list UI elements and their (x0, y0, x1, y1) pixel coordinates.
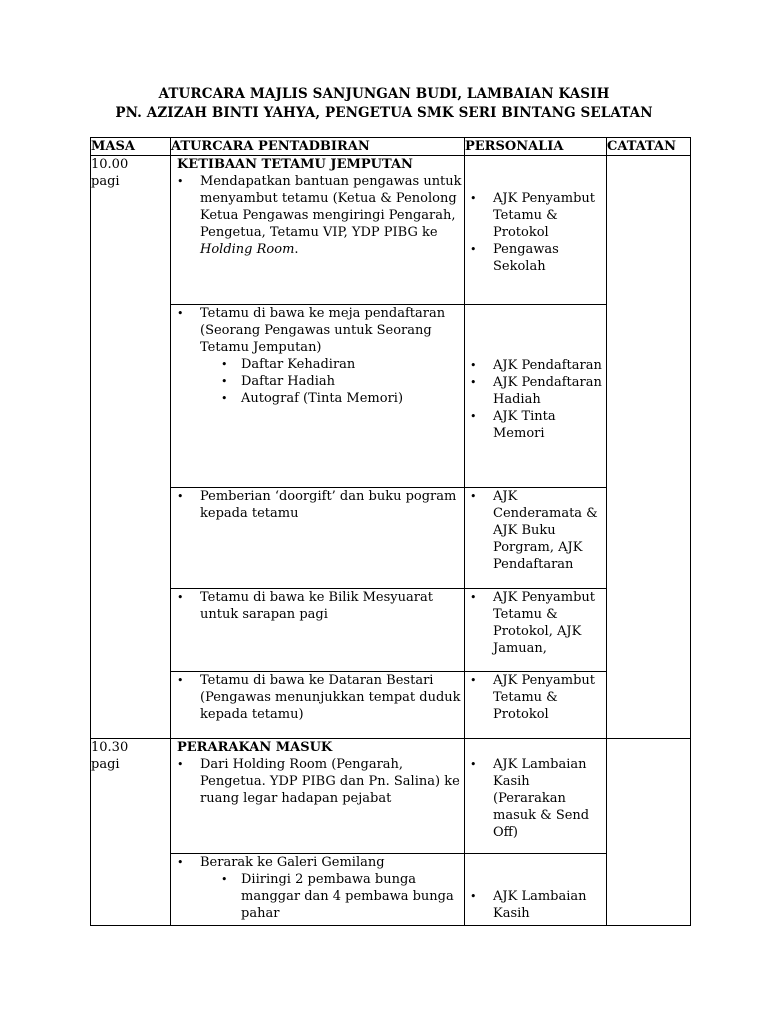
section-heading: PERARAKAN MASUK (177, 740, 333, 755)
section-heading: KETIBAAN TETAMU JEMPUTAN (177, 157, 413, 172)
masa-period: pagi (91, 174, 120, 189)
list-item: • Tetamu di bawa ke Dataran Bestari (Pengawas menunjukkan tempat duduk kepada tetamu) (171, 672, 464, 723)
table-row (91, 156, 691, 305)
list-item: • AJK Tinta Memori (465, 408, 606, 442)
list-item: • Pengawas Sekolah (465, 241, 606, 275)
list-item: • AJK Pendaftaran Hadiah (465, 374, 606, 408)
masa-cell (91, 739, 171, 926)
personalia-cell (465, 589, 607, 672)
aturcara-cell (171, 672, 465, 739)
table-row (91, 488, 691, 589)
masa-period: pagi (91, 757, 120, 772)
list-item: • AJK Pendaftaran (465, 357, 606, 374)
list-item: • Berarak ke Galeri Gemilang (171, 854, 464, 871)
table-header-row (91, 138, 691, 156)
item-text-end: . (294, 242, 299, 257)
list-item: • AJK Penyambut Tetamu & Protokol (465, 672, 606, 723)
aturcara-cell (171, 589, 465, 672)
item-list (171, 305, 464, 356)
list-item: • AJK Lambaian Kasih (465, 888, 606, 922)
table-row (91, 589, 691, 672)
item-list (171, 756, 464, 807)
catatan-cell (607, 739, 691, 926)
personalia-cell (465, 488, 607, 589)
item-list (171, 854, 464, 871)
masa-cell (91, 156, 171, 739)
personalia-list (465, 739, 606, 841)
subitem-list (171, 356, 464, 407)
list-item: • AJK Lambaian Kasih (Perarakan masuk & Send Off) (465, 756, 606, 841)
personalia-cell (465, 739, 607, 854)
item-text: Mendapatkan bantuan pengawas untuk menyambut tetamu (Ketua & Penolong Ketua Pengawas mengiringi Pengarah, Pengetua, Tetamu VIP, YDP PIBG ke (200, 174, 462, 240)
personalia-list (465, 305, 606, 442)
list-item: • Daftar Hadiah (171, 373, 464, 390)
document-title-line-2: PN. AZIZAH BINTI YAHYA, PENGETUA SMK SERI BINTANG SELATAN (115, 105, 653, 121)
list-item: • AJK Penyambut Tetamu & Protokol (465, 190, 606, 241)
item-list (171, 589, 464, 623)
aturcara-cell (171, 739, 465, 854)
item-emphasis: Holding Room (200, 242, 295, 257)
subitem-list (171, 871, 464, 922)
item-list (171, 488, 464, 522)
list-item: • AJK Cenderamata & AJK Buku Porgram, AJK Pendaftaran (465, 488, 606, 573)
personalia-cell (465, 854, 607, 926)
list-item: • Diiringi 2 pembawa bunga manggar dan 4 pembawa bunga pahar (171, 871, 464, 922)
table-row (91, 305, 691, 488)
header-masa: MASA (91, 138, 171, 156)
table-row (91, 854, 691, 926)
list-item: • Tetamu di bawa ke meja pendaftaran (Seorang Pengawas untuk Seorang Tetamu Jemputan) (171, 305, 464, 356)
list-item: • Pemberian ‘doorgift’ dan buku pogram kepada tetamu (171, 488, 464, 522)
personalia-cell (465, 672, 607, 739)
personalia-list (465, 156, 606, 275)
schedule-table (90, 137, 691, 926)
personalia-cell (465, 156, 607, 305)
aturcara-cell (171, 305, 465, 488)
personalia-list (465, 488, 606, 573)
aturcara-cell (171, 156, 465, 305)
list-item: • Autograf (Tinta Memori) (171, 390, 464, 407)
list-item: • Tetamu di bawa ke Bilik Mesyuarat untuk sarapan pagi (171, 589, 464, 623)
list-item (171, 173, 464, 258)
table-row (91, 672, 691, 739)
list-item: • AJK Penyambut Tetamu & Protokol, AJK Jamuan, (465, 589, 606, 657)
personalia-list (465, 854, 606, 922)
header-aturcara: ATURCARA PENTADBIRAN (171, 138, 465, 156)
aturcara-cell (171, 488, 465, 589)
catatan-cell (607, 156, 691, 739)
personalia-list (465, 589, 606, 657)
document-title-line-1: ATURCARA MAJLIS SANJUNGAN BUDI, LAMBAIAN KASIH (158, 86, 610, 102)
list-item: • Daftar Kehadiran (171, 356, 464, 373)
header-personalia: PERSONALIA (465, 138, 607, 156)
aturcara-cell (171, 854, 465, 926)
personalia-cell (465, 305, 607, 488)
item-list (171, 173, 464, 258)
table-row (91, 739, 691, 854)
item-list (171, 672, 464, 723)
list-item: • Dari Holding Room (Pengarah, Pengetua. YDP PIBG dan Pn. Salina) ke ruang legar hadapan pejabat (171, 756, 464, 807)
header-catatan: CATATAN (607, 138, 691, 156)
masa-time: 10.00 (91, 157, 129, 172)
masa-time: 10.30 (91, 740, 129, 755)
personalia-list (465, 672, 606, 723)
